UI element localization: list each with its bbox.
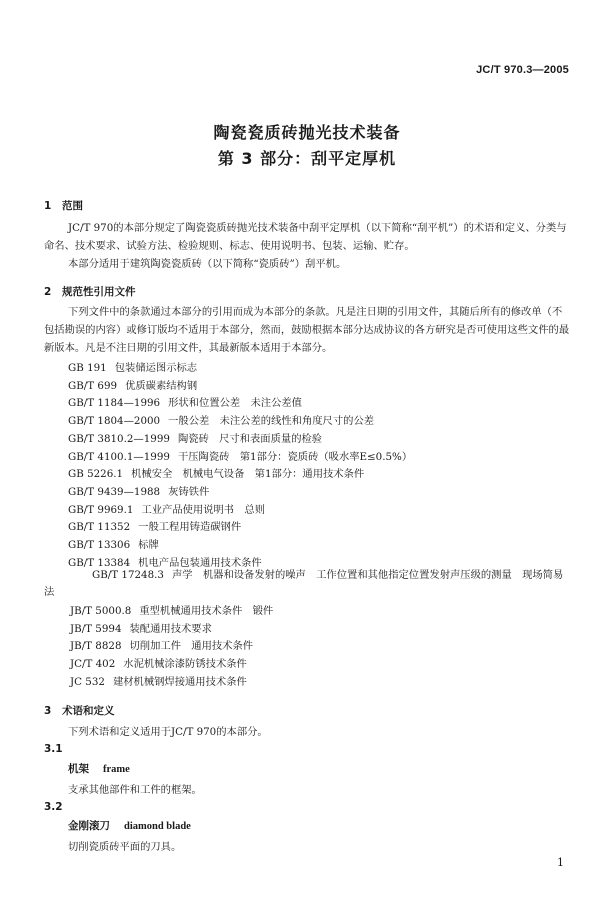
reference-code: JB/T 5994 — [70, 622, 122, 635]
reference-code: GB 191 — [68, 362, 107, 374]
reference-item — [68, 483, 209, 498]
reference-code: GB/T 1184—1996 — [68, 397, 161, 410]
reference-title: 重型机械通用技术条件 锻件 — [139, 605, 274, 617]
reference-code: GB/T 9969.1 — [68, 503, 134, 516]
reference-item — [70, 637, 253, 652]
term-1 — [68, 761, 130, 776]
reference-title: 切削加工件 通用技术条件 — [129, 640, 254, 653]
reference-code: GB/T 9439—1988 — [68, 485, 161, 498]
reference-code: JC 532 — [70, 675, 105, 688]
reference-code: GB/T 699 — [68, 379, 118, 392]
reference-item — [68, 430, 322, 445]
reference-item — [68, 501, 265, 516]
section-1-paragraph-2: 本部分适用于建筑陶瓷瓷质砖（以下简称“瓷质砖”）刮平机。 — [68, 258, 347, 270]
reference-code: GB 5226.1 — [68, 468, 124, 481]
reference-item — [68, 412, 374, 427]
reference-item — [70, 620, 212, 635]
term-2-number: 3.2 — [44, 801, 63, 813]
reference-item — [70, 655, 247, 670]
reference-code: GB/T 13384 — [68, 556, 131, 569]
term-2-definition: 切削瓷质砖平面的刀具。 — [68, 841, 182, 853]
reference-code: JB/T 8828 — [70, 640, 122, 653]
reference-title: 装配通用技术要求 — [129, 622, 212, 635]
section-number: 2 — [44, 286, 52, 298]
reference-title: 一般工程用铸造碳钢件 — [138, 521, 242, 534]
reference-code: GB/T 17248.3 — [92, 569, 164, 581]
section-title: 术语和定义 — [62, 705, 115, 717]
reference-code: GB/T 1804—2000 — [68, 415, 161, 428]
section-3-heading — [44, 703, 115, 718]
reference-title: 机电产品包装通用技术条件 — [138, 556, 262, 569]
term-en: frame — [103, 764, 130, 775]
reference-title: 标牌 — [138, 539, 159, 551]
reference-item — [68, 518, 241, 533]
term-1-definition: 支承其他部件和工件的框架。 — [68, 784, 202, 796]
reference-item — [70, 602, 273, 617]
reference-title: 机械安全 机械电气设备 第1部分：通用技术条件 — [131, 468, 365, 481]
section-title: 规范性引用文件 — [62, 286, 136, 298]
page-number: 1 — [557, 856, 564, 869]
section-number: 1 — [44, 200, 52, 212]
reference-code: GB/T 13306 — [68, 539, 131, 551]
reference-title: 水泥机械涂漆防锈技术条件 — [123, 658, 247, 671]
term-1-number: 3.1 — [44, 743, 63, 755]
section-1-heading — [44, 198, 83, 213]
reference-title: 干压陶瓷砖 第1部分：瓷质砖（吸水率E≤0.5%） — [177, 450, 413, 463]
reference-code: JC/T 402 — [70, 658, 116, 671]
reference-item — [68, 359, 197, 374]
section-title: 范围 — [62, 200, 83, 212]
term-zh: 金刚滚刀 — [68, 820, 110, 832]
document-title: 陶瓷瓷质砖抛光技术装备 — [213, 123, 401, 142]
standard-code: JC/T 970.3—2005 — [476, 64, 569, 76]
reference-title: 建材机械钢焊接通用技术条件 — [112, 675, 247, 688]
section-2-heading — [44, 284, 136, 299]
term-en: diamond blade — [124, 821, 191, 832]
reference-title: 优质碳素结构钢 — [125, 379, 198, 392]
section-number: 3 — [44, 705, 52, 717]
term-zh: 机架 — [68, 763, 89, 775]
reference-title: 声学 机器和设备发射的噪声 工作位置和其他指定位置发射声压级的测量 现场简易法 — [44, 569, 564, 598]
reference-item — [68, 394, 302, 409]
reference-title: 包装储运图示标志 — [114, 362, 198, 374]
reference-title: 形状和位置公差 未注公差值 — [168, 397, 302, 410]
reference-title: 一般公差 未注公差的线性和角度尺寸的公差 — [168, 415, 375, 428]
reference-code: GB/T 11352 — [68, 521, 131, 534]
reference-title: 工业产品使用说明书 总则 — [141, 503, 265, 516]
document-subtitle: 第 3 部分：刮平定厚机 — [217, 149, 397, 168]
section-2-intro: 下列文件中的条款通过本部分的引用而成为本部分的条款。凡是注日期的引用文件，其随后所有的修改单（不包括勘误的内容）或修订版均不适用于本部分，然而，鼓励根据本部分达成协议的各方研究是否可使用这些文件的最新版本。凡是不注日期的引用文件，其最新版本适用于本部分。 — [44, 306, 570, 354]
reference-code: JB/T 5000.8 — [70, 605, 132, 617]
reference-item — [68, 536, 159, 551]
reference-item — [68, 377, 197, 392]
reference-title: 陶瓷砖 尺寸和表面质量的检验 — [177, 432, 323, 445]
reference-title: 灰铸铁件 — [168, 485, 210, 498]
reference-code: GB/T 4100.1—1999 — [68, 450, 170, 463]
reference-item-long — [44, 567, 572, 601]
term-2 — [68, 818, 191, 833]
section-1-paragraph-1: JC/T 970的本部分规定了陶瓷瓷质砖抛光技术装备中刮平定厚机（以下简称“刮平机”）的术语和定义、分类与命名、技术要求、试验方法、检验规则、标志、使用说明书、包装、运输、贮存。 — [44, 222, 567, 252]
reference-item — [70, 673, 247, 688]
reference-code: GB/T 3810.2—1999 — [68, 432, 170, 445]
section-3-intro: 下列术语和定义适用于JC/T 970的本部分。 — [68, 726, 268, 738]
reference-item — [68, 465, 364, 480]
reference-item — [68, 448, 412, 463]
